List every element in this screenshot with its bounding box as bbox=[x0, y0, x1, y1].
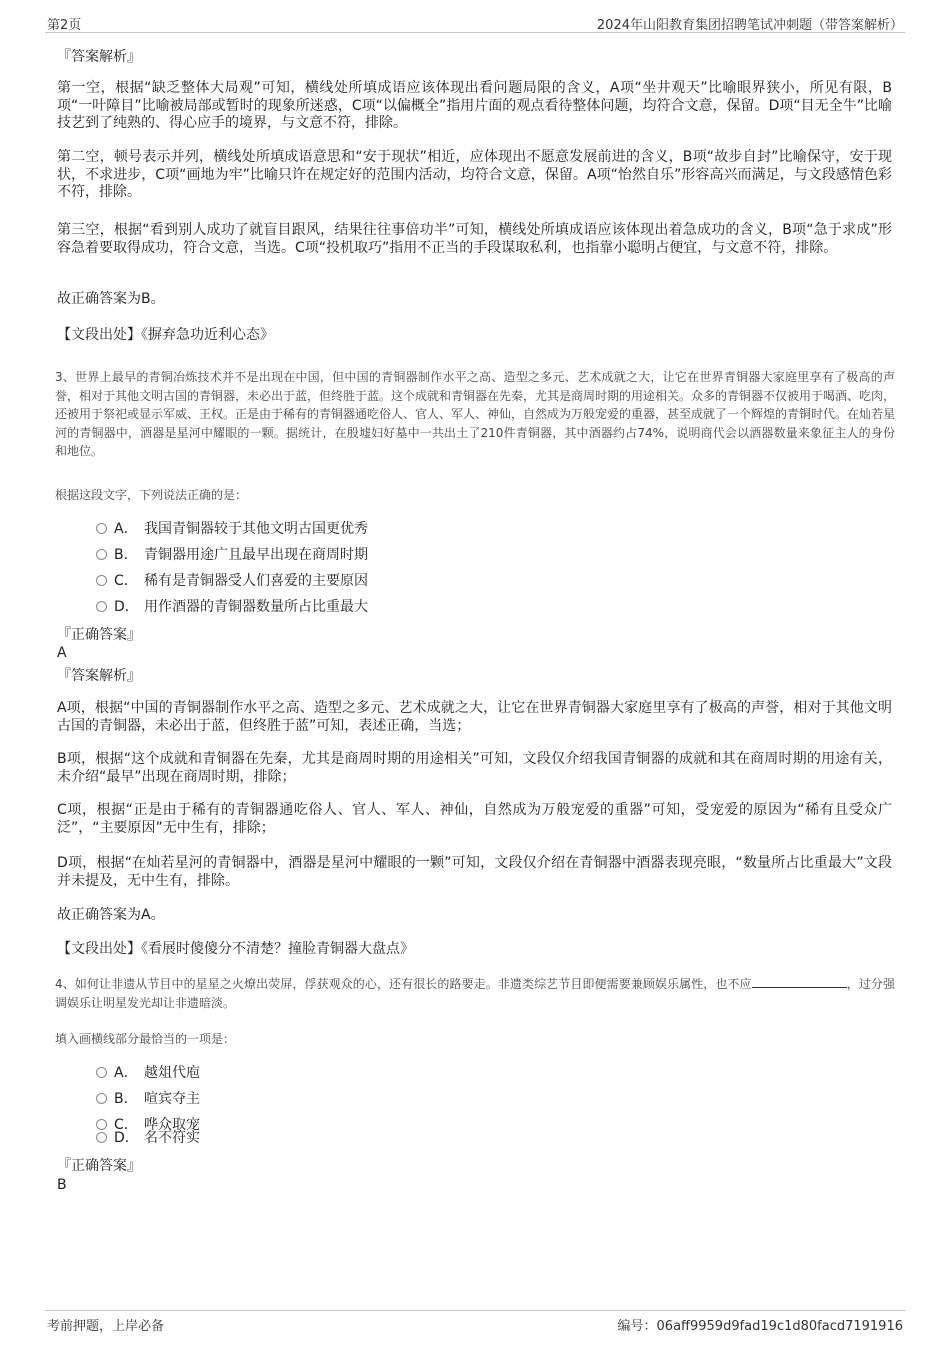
fill-blank bbox=[752, 975, 847, 988]
analysis-paragraph-1: 第一空，根据“缺乏整体大局观”可知，横线处所填成语应该体现出看问题局限的含义，A项“坐井观天”比喻眼界狭小，所见有限，B项“一叶障目”比喻被局部或暂时的现象所迷惑，C项“以偏概全”指用片面的观点看待整体问题，均符合文意，保留。D项“目无全牛”比喻技艺到了纯熟的、得心应手的境界，与文意不符，排除。 bbox=[57, 80, 892, 131]
analysis-paragraph-2: 第二空，顿号表示并列，横线处所填成语意思和“安于现状”相近，应体现出不愿意发展前进的含义，B项“故步自封”比喻保守，安于现状，不求进步，C项“画地为牢”比喻只许在规定好的范围内活动，均符合文意，保留。A项“怡然自乐”形容高兴而满足，与文段感情色彩不符，排除。 bbox=[57, 149, 892, 200]
question-4-option-b[interactable]: B． 喧宾夺主 bbox=[96, 1090, 200, 1108]
radio-icon[interactable] bbox=[96, 1067, 107, 1078]
analysis-heading-q2: 『答案解析』 bbox=[57, 49, 141, 65]
question-3-option-b[interactable]: B． 青铜器用途广且最早出现在商周时期 bbox=[96, 546, 368, 564]
footer-slogan: 考前押题，上岸必备 bbox=[47, 1319, 165, 1334]
question-3-option-c[interactable]: C． 稀有是青铜器受人们喜爱的主要原因 bbox=[96, 572, 368, 590]
question-4-option-d[interactable]: D． 名不符实 bbox=[96, 1129, 200, 1147]
radio-icon[interactable] bbox=[96, 549, 107, 560]
question-3-option-a[interactable]: A． 我国青铜器较于其他文明古国更优秀 bbox=[96, 520, 368, 538]
radio-icon[interactable] bbox=[96, 1132, 107, 1143]
analysis-paragraph-3: 第三空，根据“看到别人成功了就盲目跟风，结果往往事倍功半”可知，横线处所填成语应该体现出着急成功的含义，B项“急于求成”形容急着要取得成功，符合文意，当选。C项“投机取巧”指用不正当的手段谋取私利，也指靠小聪明占便宜，与文意不符，排除。 bbox=[57, 222, 892, 256]
source-q2: 【文段出处】《摒弃急功近利心态》 bbox=[57, 327, 274, 343]
correct-answer-heading-q4: 『正确答案』 bbox=[57, 1158, 141, 1174]
analysis-q3-c: C项，根据“正是由于稀有的青铜器通吃俗人、官人、军人、神仙，自然成为万般宠爱的重器”可知，受宠爱的原因为“稀有且受众广泛”，“主要原因”无中生有，排除； bbox=[57, 802, 892, 836]
correct-answer-q4: B bbox=[57, 1177, 67, 1193]
radio-icon[interactable] bbox=[96, 1093, 107, 1104]
page-header bbox=[45, 14, 905, 33]
analysis-q3-d: D项，根据“在灿若星河的青铜器中，酒器是星河中耀眼的一颗”可知，文段仅介绍在青铜器中酒器表现亮眼，“数量所占比重最大”文段并未提及，无中生有，排除。 bbox=[57, 855, 892, 889]
document-code: 编号：06aff9959d9fad19c1d80facd7191916 bbox=[617, 1319, 903, 1334]
question-3-prompt: 根据这段文字，下列说法正确的是： bbox=[55, 488, 248, 502]
conclusion-q3: 故正确答案为A。 bbox=[57, 907, 165, 923]
question-4-text: 4、如何让非遗从节目中的星星之火燎出荧屏，俘获观众的心，还有很长的路要走。非遗类综艺节目即便需要兼顾娱乐属性，也不应 ，过分强调娱乐让明星发光却让非遗暗淡。 bbox=[55, 977, 895, 1010]
question-4-option-c[interactable]: C． 哗众取宠 bbox=[96, 1116, 200, 1134]
analysis-q3-b: B项，根据“这个成就和青铜器在先秦，尤其是商周时期的用途相关”可知，文段仅介绍我国青铜器的成就和其在商周时期的用途有关，未介绍“最早”出现在商周时期，排除； bbox=[57, 751, 892, 785]
conclusion-q2: 故正确答案为B。 bbox=[57, 291, 165, 307]
page-number: 第2页 bbox=[47, 18, 82, 33]
question-4-prompt: 填入画横线部分最恰当的一项是： bbox=[55, 1032, 236, 1046]
analysis-q3-a: A项，根据“中国的青铜器制作水平之高、造型之多元、艺术成就之大，让它在世界青铜器大家庭里享有了极高的声誉，相对于其他文明古国的青铜器，未必出于蓝，但终胜于蓝”可知，表述正确，当选； bbox=[57, 700, 892, 734]
radio-icon[interactable] bbox=[96, 601, 107, 612]
correct-answer-heading-q3: 『正确答案』 bbox=[57, 627, 141, 643]
question-4-option-a[interactable]: A． 越俎代庖 bbox=[96, 1064, 200, 1082]
question-3-option-d[interactable]: D． 用作酒器的青铜器数量所占比重最大 bbox=[96, 598, 368, 616]
radio-icon[interactable] bbox=[96, 575, 107, 586]
document-title: 2024年山阳教育集团招聘笔试冲刺题（带答案解析） bbox=[596, 18, 903, 33]
source-q3: 【文段出处】《看展时傻傻分不清楚？撞脸青铜器大盘点》 bbox=[57, 941, 414, 957]
question-3-text: 3、世界上最早的青铜冶炼技术并不是出现在中国，但中国的青铜器制作水平之高、造型之多元、艺术成就之大，让它在世界青铜器大家庭里享有了极高的声誉，相对于其他文明古国的青铜器，未必出于蓝，但终胜于蓝。这个成就和青铜器在先秦，尤其是商周时期的用途相关。众多的青铜器不仅被用于喝酒、吃肉，还被用于祭祀或显示军威、王权。正是由于稀有的青铜器通吃俗人、官人、军人、神仙，自然成为万般宠爱的重器，甚至成就了一个辉煌的青铜时代。在灿若星河的青铜器中，酒器是星河中耀眼的一颗。据统计，在殷墟妇好墓中一共出土了210件青铜器，其中酒器约占74%，说明商代会以酒器数量来象征主人的身份和地位。 bbox=[55, 370, 896, 458]
page-footer bbox=[45, 1310, 905, 1335]
correct-answer-q3: A bbox=[57, 645, 67, 661]
analysis-heading-q3: 『答案解析』 bbox=[57, 668, 141, 684]
radio-icon[interactable] bbox=[96, 523, 107, 534]
